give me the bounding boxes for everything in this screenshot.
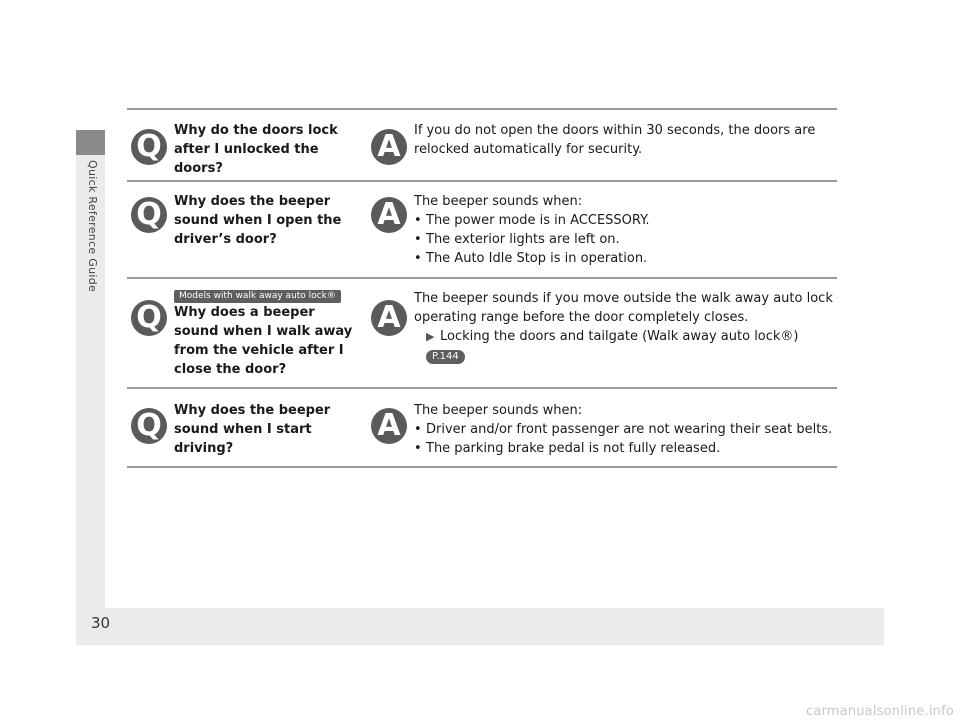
question-icon: Q: [131, 129, 167, 165]
answer-icon: A: [371, 408, 407, 444]
page-reference-link[interactable]: P.144: [426, 350, 465, 364]
divider-rule: [127, 277, 837, 279]
divider-rule: [127, 387, 837, 389]
answer-intro: The beeper sounds when:: [414, 194, 583, 209]
list-item: • The Auto Idle Stop is in operation.: [414, 251, 648, 266]
sidebar-tab: [76, 130, 105, 155]
answer-text: [414, 289, 839, 365]
list-item: • The power mode is in ACCESSORY.: [414, 213, 650, 228]
answer-icon: A: [371, 197, 407, 233]
list-item: • The parking brake pedal is not fully released.: [414, 441, 721, 456]
answer-text: [414, 192, 839, 268]
question-text: Why does a beeper sound when I walk away from the vehicle after I close the door?: [174, 305, 353, 377]
sidebar-label: Quick Reference Guide: [86, 160, 99, 293]
divider-rule: [127, 180, 837, 182]
divider-rule: [127, 466, 837, 468]
answer-text: [414, 401, 839, 458]
arrow-icon: ▶: [426, 330, 435, 343]
list-item: • The exterior lights are left on.: [414, 232, 620, 247]
answer-intro: If you do not open the doors within 30 seconds, the doors are relocked automatically for security.: [414, 123, 816, 157]
answer-icon: A: [371, 129, 407, 165]
cross-reference-link[interactable]: ▶ Locking the doors and tailgate (Walk away auto lock®): [426, 329, 799, 344]
question-icon: Q: [131, 197, 167, 233]
question-text: Why does the beeper sound when I start driving?: [174, 403, 331, 456]
list-item: • Driver and/or front passenger are not wearing their seat belts.: [414, 422, 833, 437]
answer-icon: A: [371, 300, 407, 336]
question-icon: Q: [131, 300, 167, 336]
watermark: carmanualsonline.info: [805, 704, 954, 719]
divider-rule: [127, 108, 837, 110]
answer-intro: The beeper sounds when:: [414, 403, 583, 418]
page-number: 30: [91, 614, 111, 632]
question-icon: Q: [131, 408, 167, 444]
question-text: Why do the doors lock after I unlocked the doors?: [174, 123, 338, 176]
model-badge: Models with walk away auto lock®: [174, 290, 341, 303]
answer-text: [414, 121, 839, 159]
question-text: Why does the beeper sound when I open the driver’s door?: [174, 194, 342, 247]
answer-intro: The beeper sounds if you move outside the walk away auto lock operating range before the door completely closes.: [414, 291, 833, 325]
